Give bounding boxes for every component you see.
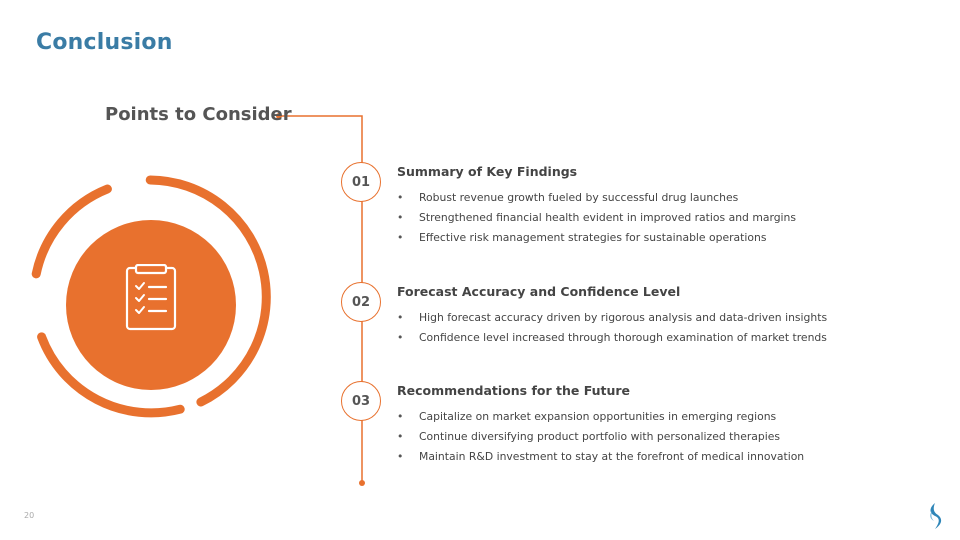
bullet-dot: • <box>397 430 404 443</box>
bullet-item <box>397 447 877 467</box>
slide-title: Conclusion <box>36 30 173 55</box>
bullet-item <box>397 308 877 328</box>
bullet-text: Confidence level increased through thorough examination of market trends <box>419 331 827 344</box>
step-number-03: 03 <box>341 381 381 421</box>
bullet-dot: • <box>397 331 404 344</box>
bullet-item <box>397 427 877 447</box>
bullet-list <box>397 407 877 467</box>
item-summary-of-key-findings <box>397 164 877 248</box>
bullet-text: Effective risk management strategies for sustainable operations <box>419 231 767 244</box>
brand-logo-icon <box>926 502 944 530</box>
bullet-list <box>397 308 877 348</box>
bullet-dot: • <box>397 311 404 324</box>
clipboard-checklist-icon <box>124 264 178 332</box>
bullet-text: Capitalize on market expansion opportunities in emerging regions <box>419 410 777 423</box>
page-number: 20 <box>24 511 35 520</box>
bullet-dot: • <box>397 231 404 244</box>
bullet-item <box>397 407 877 427</box>
bullet-text: High forecast accuracy driven by rigorous analysis and data-driven insights <box>419 311 828 324</box>
bullet-dot: • <box>397 450 404 463</box>
points-to-consider-heading: Points to Consider <box>105 104 292 125</box>
bullet-text: Strengthened financial health evident in improved ratios and margins <box>419 211 797 224</box>
item-title: Recommendations for the Future <box>397 383 631 398</box>
bullet-text: Robust revenue growth fueled by successful drug launches <box>419 191 739 204</box>
item-title: Summary of Key Findings <box>397 164 578 179</box>
bullet-item <box>397 208 877 228</box>
bullet-text: Maintain R&D investment to stay at the forefront of medical innovation <box>419 450 805 463</box>
bullet-dot: • <box>397 211 404 224</box>
bullet-item <box>397 328 877 348</box>
bullet-item <box>397 228 877 248</box>
bullet-dot: • <box>397 191 404 204</box>
bullet-text: Continue diversifying product portfolio with personalized therapies <box>419 430 781 443</box>
item-forecast-accuracy <box>397 284 877 348</box>
bullet-item <box>397 188 877 208</box>
item-title: Forecast Accuracy and Confidence Level <box>397 284 681 299</box>
step-number-02: 02 <box>341 282 381 322</box>
item-recommendations <box>397 383 877 467</box>
step-number-01: 01 <box>341 162 381 202</box>
bullet-list <box>397 188 877 248</box>
bullet-dot: • <box>397 410 404 423</box>
